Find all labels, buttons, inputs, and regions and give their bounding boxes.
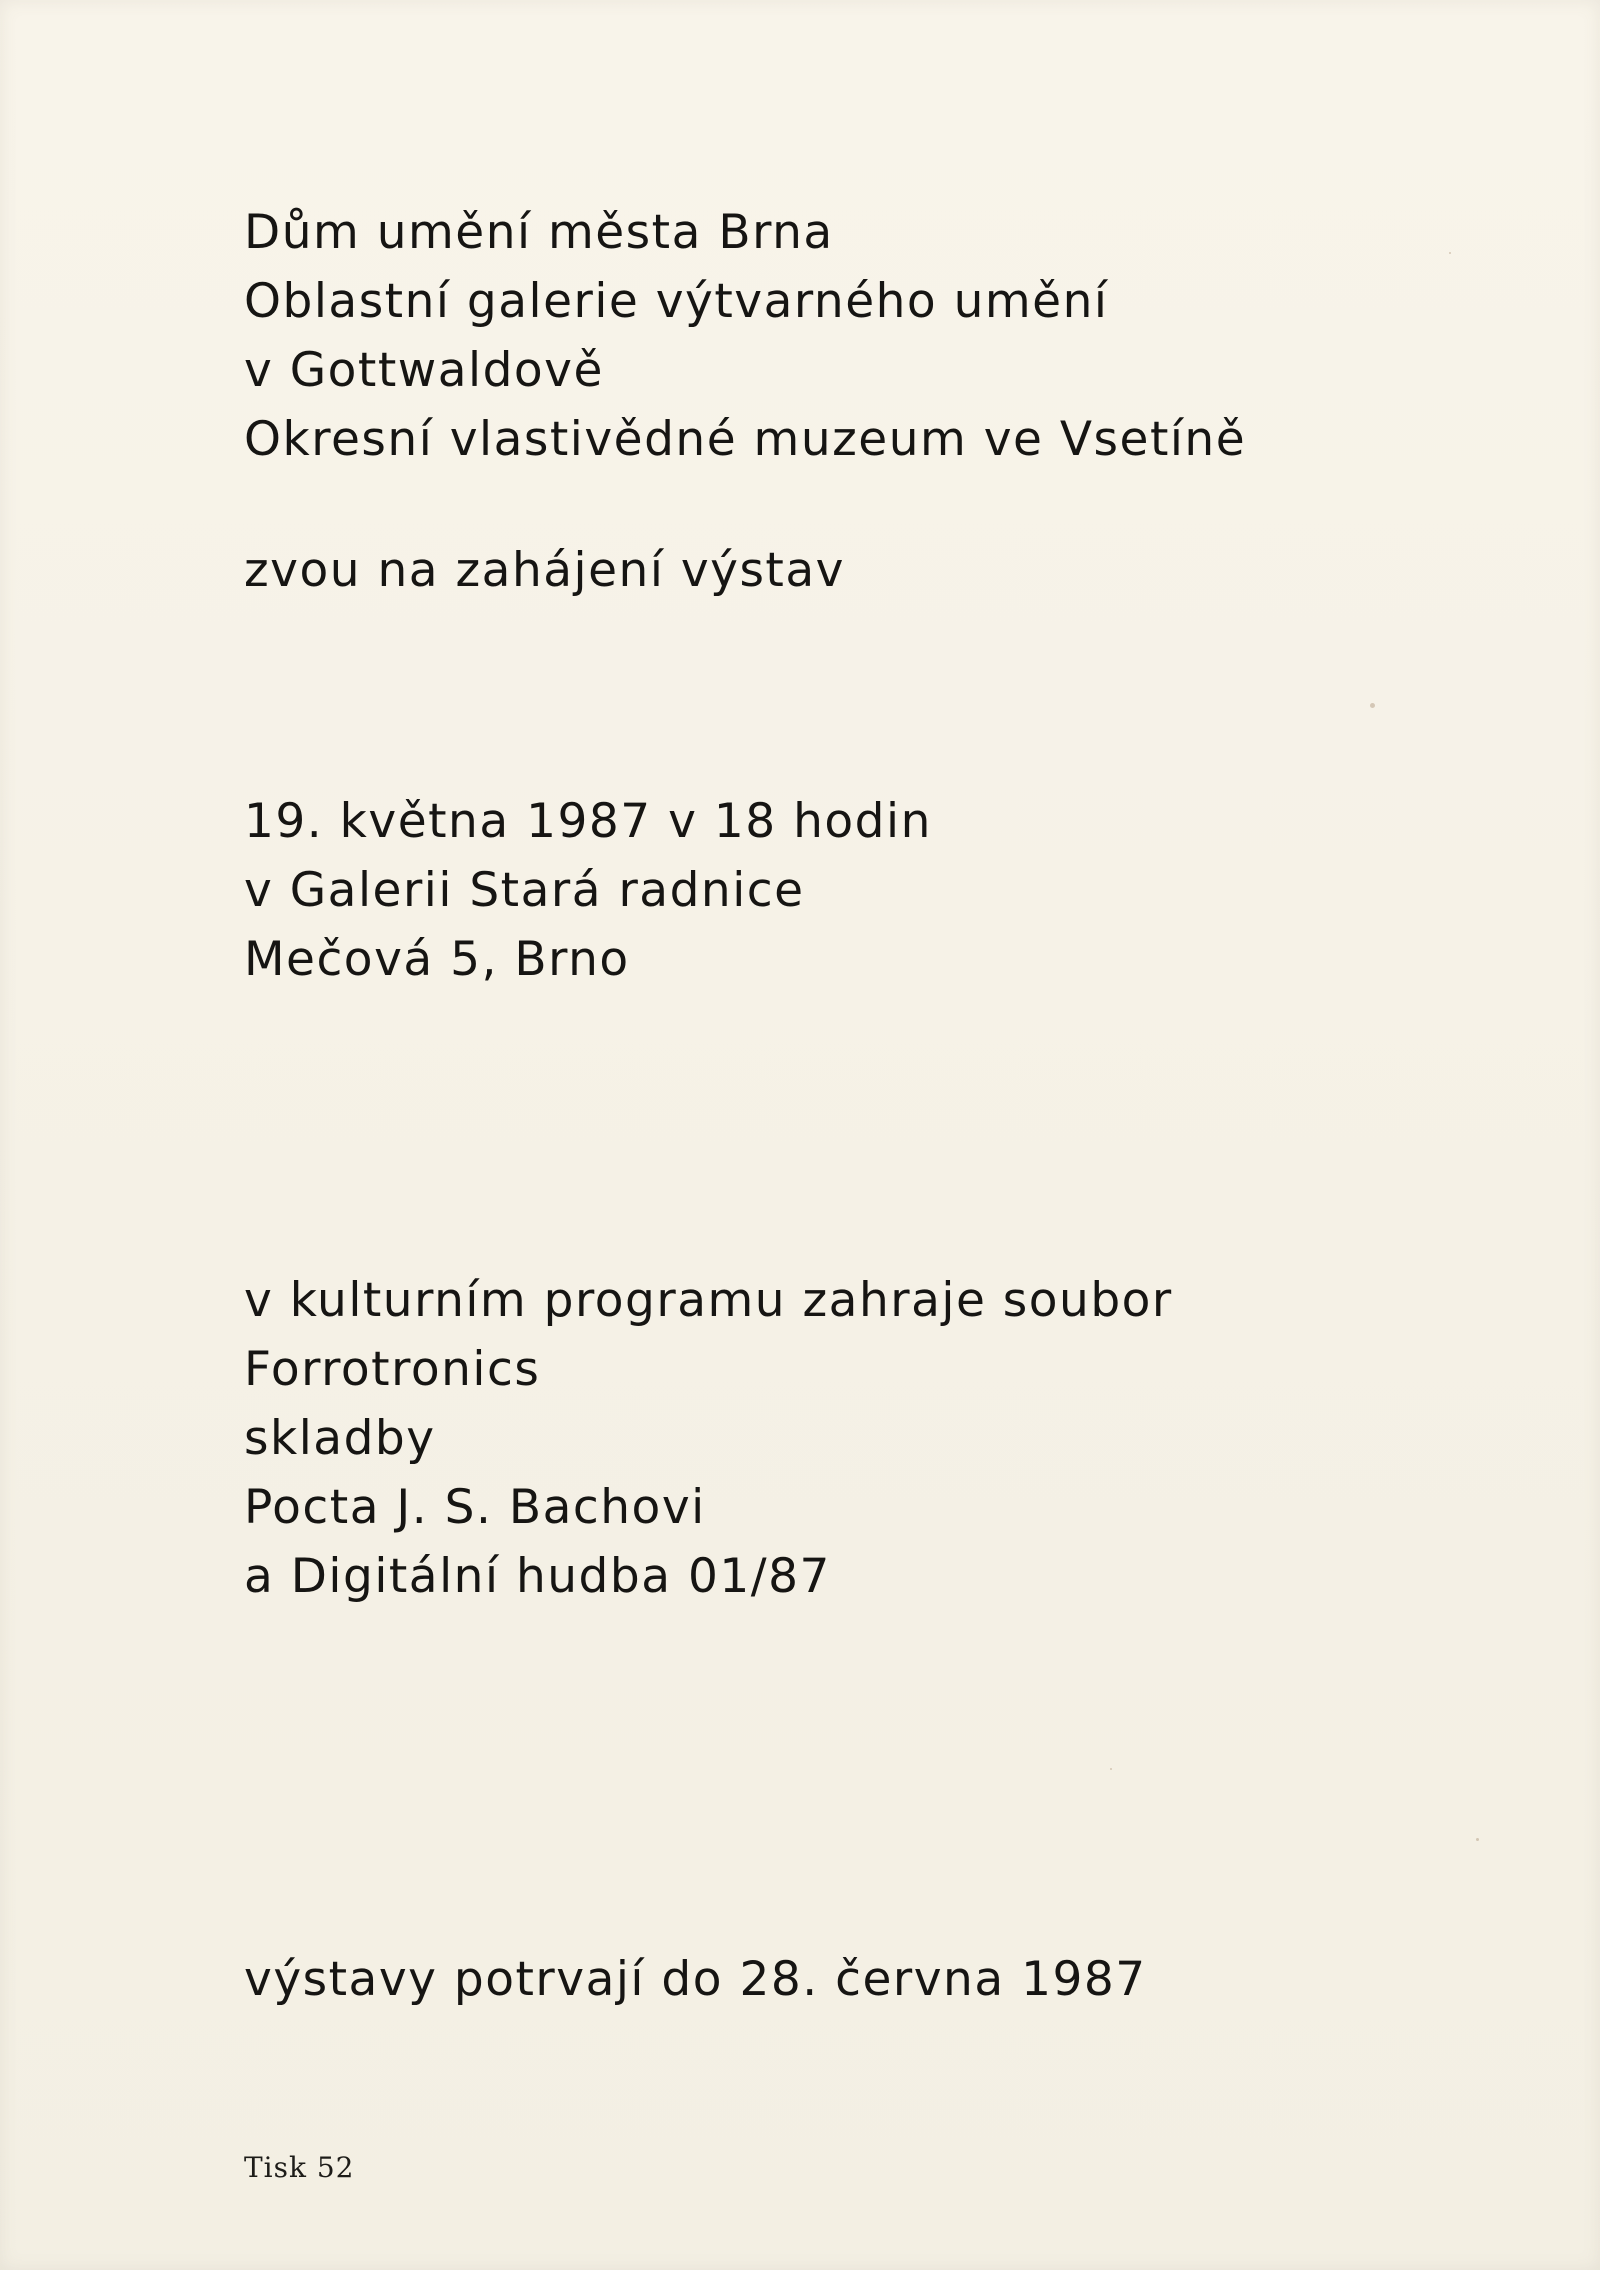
program-line: Pocta J. S. Bachovi: [244, 1480, 706, 1535]
paper-speck: [1476, 1838, 1479, 1841]
event-details-block: [244, 787, 932, 994]
print-code: Tisk 52: [244, 2151, 355, 2184]
program-line: v kulturním programu zahraje soubor: [244, 1273, 1173, 1328]
event-address: Mečová 5, Brno: [244, 932, 630, 987]
program-line: Forrotronics: [244, 1342, 541, 1397]
exhibition-duration: výstavy potrvají do 28. června 1987: [244, 1952, 1147, 2007]
organizer-line: Oblastní galerie výtvarného umění: [244, 274, 1109, 329]
paper-speck: [1449, 252, 1451, 254]
program-line: a Digitální hudba 01/87: [244, 1549, 831, 1604]
paper-speck: [1110, 1768, 1112, 1770]
paper-speck: [1370, 703, 1375, 708]
duration-block: [244, 1945, 1147, 2014]
invitation-text: zvou na zahájení výstav: [244, 543, 845, 598]
program-block: [244, 1266, 1173, 1611]
organizer-line: v Gottwaldově: [244, 343, 604, 398]
invitation-block: [244, 536, 845, 605]
organizer-line: Okresní vlastivědné muzeum ve Vsetíně: [244, 412, 1247, 467]
program-line: skladby: [244, 1411, 436, 1466]
organizers-block: [244, 198, 1246, 474]
organizer-line: Dům umění města Brna: [244, 205, 834, 260]
event-venue: v Galerii Stará radnice: [244, 863, 805, 918]
event-datetime: 19. května 1987 v 18 hodin: [244, 794, 932, 849]
